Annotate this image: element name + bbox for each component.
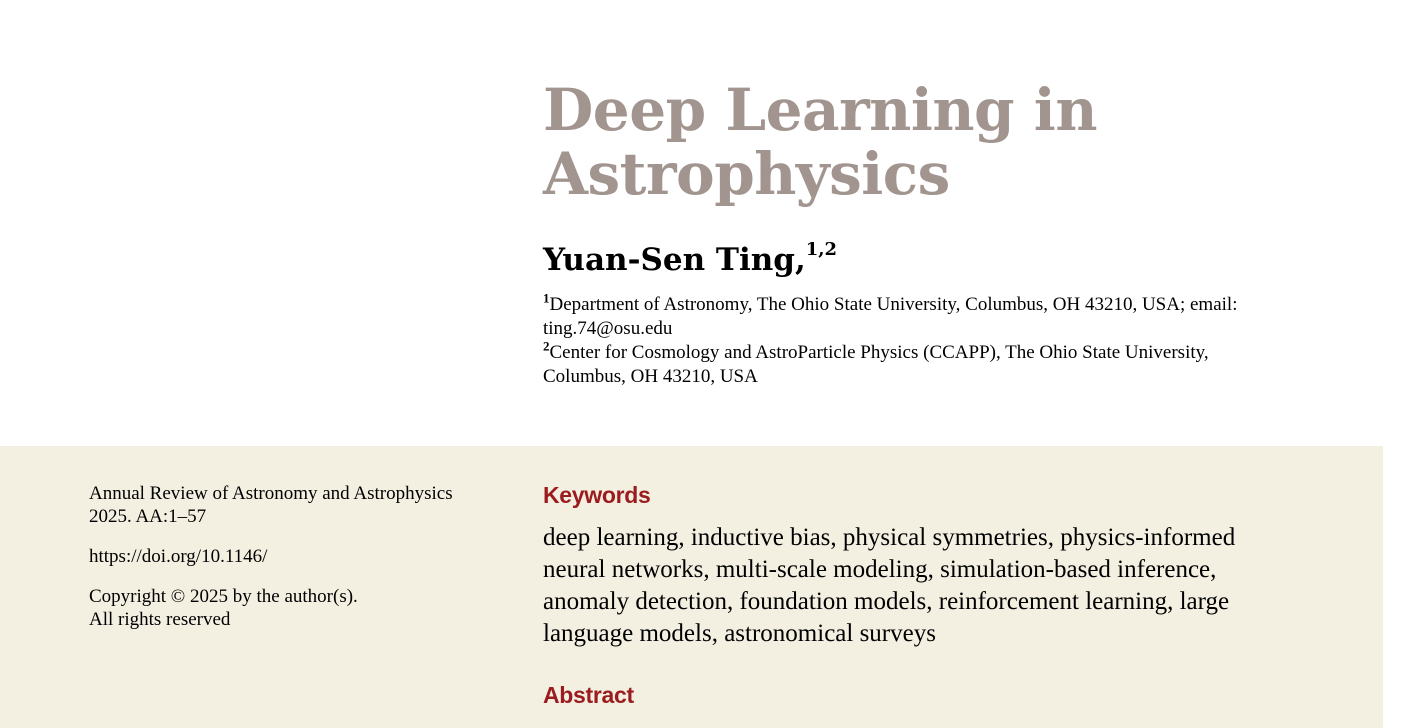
rights-text: All rights reserved: [89, 609, 231, 630]
affiliation-1-text: Department of Astronomy, The Ohio State University, Columbus, OH 43210, USA; email: ting.74@osu.edu: [543, 294, 1238, 339]
copyright-notice: [89, 585, 469, 631]
paper-title: Deep Learning in Astrophysics: [543, 76, 1097, 208]
affiliation-2: [543, 338, 1283, 389]
affiliations: [543, 290, 1283, 389]
affiliation-2-mark: 2: [543, 338, 550, 354]
keywords-heading: Keywords: [543, 482, 651, 508]
affiliation-1-mark: 1: [543, 290, 550, 306]
author-name: Yuan-Sen Ting,: [543, 242, 806, 278]
keywords-list: deep learning, inductive bias, physical symmetries, physics-informed neural networks, multi-scale modeling, simulation-based inference, anomaly detection, foundation models, reinforcement learning, large language models, astronomical surveys: [543, 524, 1236, 647]
journal-citation: Annual Review of Astronomy and Astrophysics 2025. AA:1–57: [89, 483, 453, 527]
author-affiliation-marks: 1,2: [805, 238, 838, 260]
affiliation-2-text: Center for Cosmology and AstroParticle Physics (CCAPP), The Ohio State University, Columbus, OH 43210, USA: [543, 342, 1209, 387]
affiliation-1: [543, 290, 1283, 341]
abstract-heading: Abstract: [543, 682, 634, 708]
publication-info: [89, 482, 469, 648]
copyright-text: Copyright © 2025 by the author(s).: [89, 586, 358, 607]
doi-link[interactable]: https://doi.org/10.1146/: [89, 546, 268, 567]
author-line: [543, 240, 837, 280]
